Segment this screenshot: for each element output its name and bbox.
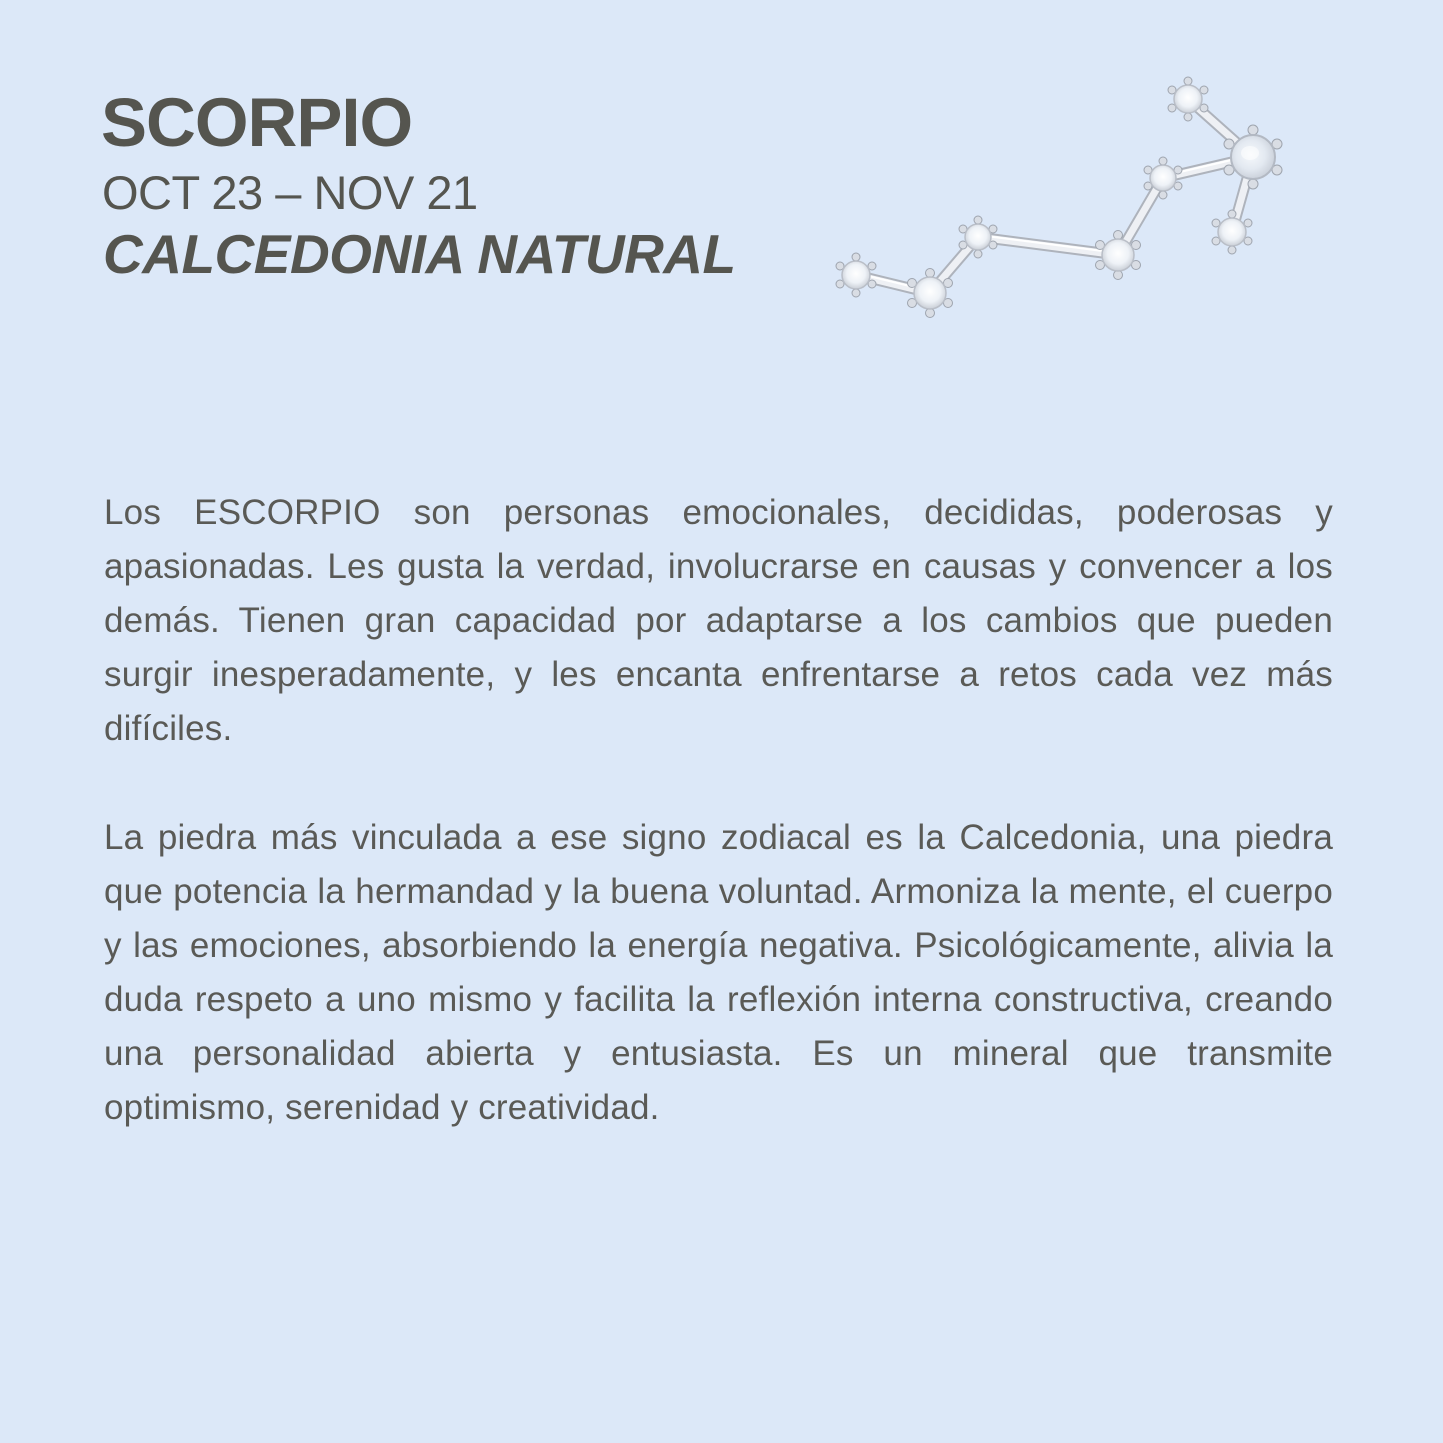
- zodiac-dates: OCT 23 – NOV 21: [102, 166, 478, 219]
- scorpio-constellation-earring-icon: [820, 60, 1300, 340]
- description-paragraph-sign: Los ESCORPIO son personas emocionales, decididas, poderosas y apasionadas. Les gusta la verdad, involucrarse en causas y convencer a los demás. Tienen gran capacidad por adaptarse a los cambios que pueden surgir inesperadamente, y les encanta enfrentarse a retos cada vez más difíciles.: [104, 493, 1333, 748]
- zodiac-stone: CALCEDONIA NATURAL: [103, 223, 736, 285]
- zodiac-title: SCORPIO: [101, 84, 413, 161]
- description-paragraph-stone: La piedra más vinculada a ese signo zodiacal es la Calcedonia, una piedra que potencia la hermandad y la buena voluntad. Armoniza la mente, el cuerpo y las emociones, absorbiendo la energía negativa. Psicológicamente, alivia la duda respeto a uno mismo y facilita la reflexión interna constructiva, creando una personalidad abierta y entusiasta. Es un mineral que transmite optimismo, serenidad y creatividad.: [104, 818, 1333, 1127]
